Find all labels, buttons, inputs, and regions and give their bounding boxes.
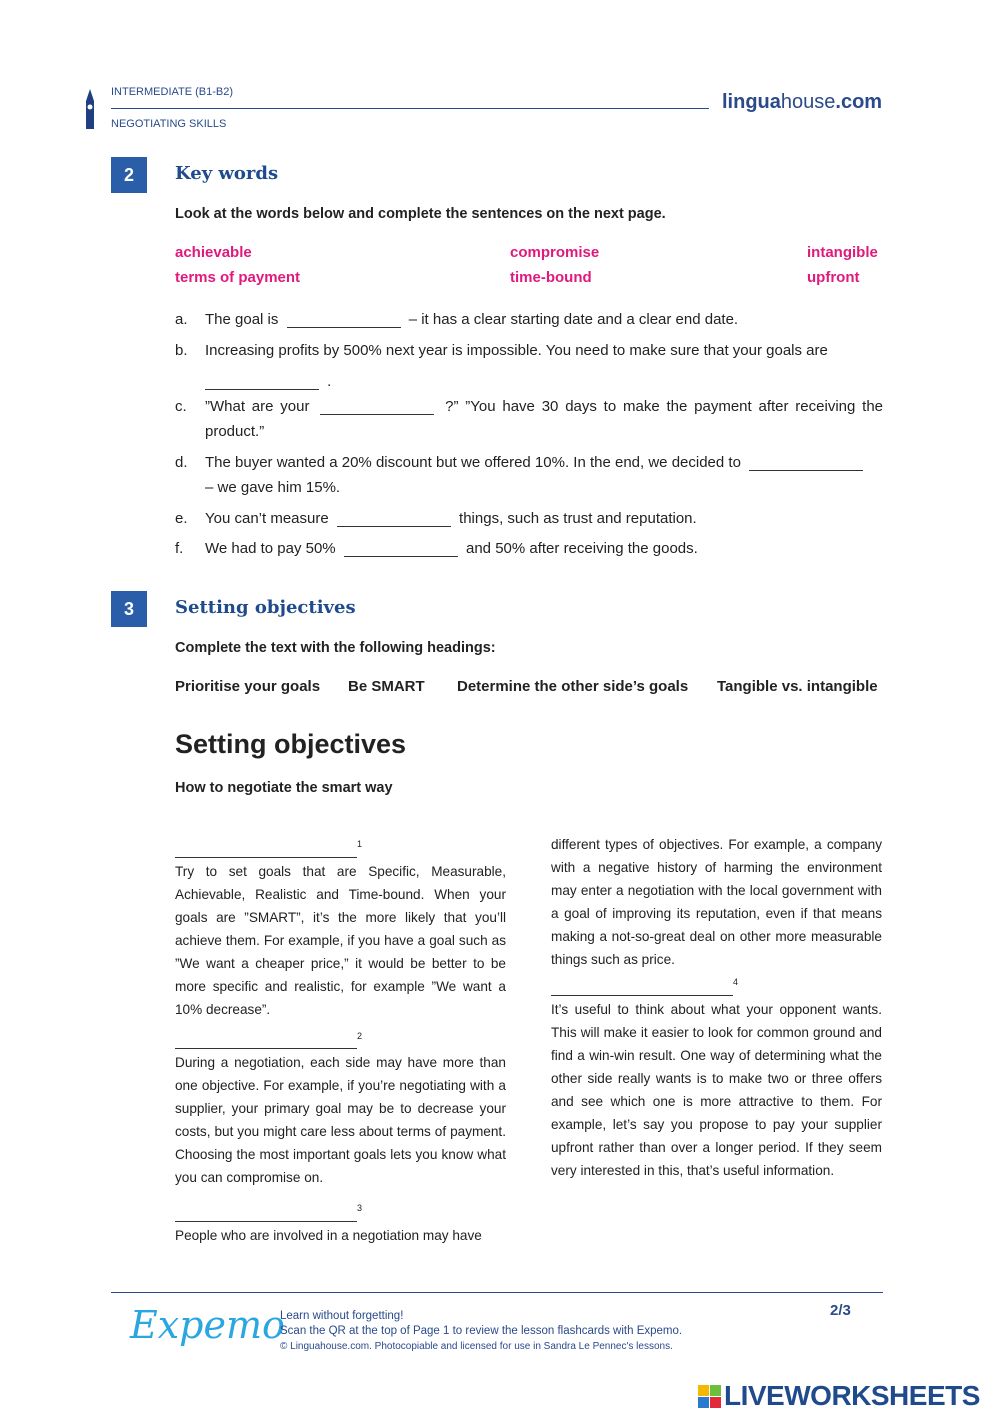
answer-input[interactable] xyxy=(205,374,319,390)
answer-input[interactable] xyxy=(320,399,434,415)
heading-option: Tangible vs. intangible xyxy=(717,678,878,695)
footer-line: Learn without forgetting! xyxy=(280,1310,404,1322)
word-bank-item: upfront xyxy=(807,269,860,286)
question-letter: f. xyxy=(175,540,184,557)
liveworksheets-watermark xyxy=(698,1380,980,1412)
footer-line: © Linguahouse.com. Photocopiable and licensed for use in Sandra Le Pennec's lessons. xyxy=(280,1341,673,1352)
question-text: . xyxy=(327,373,332,390)
topic-label: NEGOTIATING SKILLS xyxy=(111,118,227,130)
word-bank-item: achievable xyxy=(175,244,252,261)
question-letter: b. xyxy=(175,342,188,359)
question-text: and 50% after receiving the goods. xyxy=(466,540,698,557)
big-ben-icon xyxy=(83,89,97,129)
question-text: The goal is xyxy=(205,311,279,328)
question-letter: d. xyxy=(175,454,188,471)
question-letter: a. xyxy=(175,311,188,328)
watermark-text: LIVEWORKSHEETS xyxy=(724,1380,980,1411)
question-text: ?” ”You have 30 days to make the payment after receiving the product.” xyxy=(205,398,883,440)
live-logo-icon xyxy=(698,1385,721,1408)
instruction: Look at the words below and complete the sentences on the next page. xyxy=(175,206,666,222)
footnote-number: 1 xyxy=(357,839,363,849)
word-bank-item: terms of payment xyxy=(175,269,301,286)
article-right-column xyxy=(551,833,882,1182)
heading-option: Be SMART xyxy=(348,678,425,695)
heading-input-2[interactable] xyxy=(175,1031,357,1049)
word-bank-item: compromise xyxy=(510,244,600,261)
level-label: INTERMEDIATE (B1-B2) xyxy=(111,86,234,98)
article-left-column xyxy=(175,833,506,1247)
heading-input-3[interactable] xyxy=(175,1204,357,1222)
heading-input-1[interactable] xyxy=(175,840,357,858)
answer-input[interactable] xyxy=(337,511,451,527)
question-text: Increasing profits by 500% next year is impossible. You need to make sure that your goals are xyxy=(205,342,828,359)
footer-divider xyxy=(111,1292,883,1293)
footnote-number: 4 xyxy=(733,977,739,987)
footnote-number: 2 xyxy=(357,1030,363,1041)
linguahouse-logo: linguahouse.com xyxy=(722,91,883,113)
question-text: You can’t measure xyxy=(205,510,329,527)
paragraph: People who are involved in a negotiation may have xyxy=(175,1227,482,1243)
section-title: Key words xyxy=(175,163,279,184)
answer-input[interactable] xyxy=(344,541,458,557)
question-text: – we gave him 15%. xyxy=(205,479,341,496)
answer-input[interactable] xyxy=(287,312,401,328)
footnote-number: 3 xyxy=(357,1203,363,1214)
paragraph: different types of objectives. For example, a company with a negative history of harming the environment may enter a negotiation with the local government with a goal of improving its reputation, even if that means making a not-so-great deal on other more measurable things such as price. xyxy=(551,837,882,967)
question-text: The buyer wanted a 20% discount but we offered 10%. In the end, we decided to xyxy=(205,454,741,471)
heading-option: Prioritise your goals xyxy=(175,678,321,695)
article-title: Setting objectives xyxy=(175,729,407,759)
section-number: 3 xyxy=(111,591,147,627)
word-bank-item: intangible xyxy=(807,244,878,261)
paragraph: Try to set goals that are Specific, Measurable, Achievable, Realistic and Time-bound. When your goals are ”SMART”, it’s the more likely that you’ll achieve them. For example, if you have a goal such as ”We want a cheaper price,” it would be better to be more specific and realistic, for example ”We want a 10% decrease”. xyxy=(175,863,506,1017)
section-number: 2 xyxy=(111,157,147,193)
question-letter: e. xyxy=(175,510,188,527)
question-text: ”What are your xyxy=(205,398,310,415)
question-letter: c. xyxy=(175,398,187,415)
section-title: Setting objectives xyxy=(175,597,356,618)
footer-line: Scan the QR at the top of Page 1 to review the lesson flashcards with Expemo. xyxy=(280,1325,683,1337)
heading-input-4[interactable] xyxy=(551,978,733,996)
page-number: 2/3 xyxy=(830,1302,851,1319)
question-text: We had to pay 50% xyxy=(205,540,336,557)
expemo-logo: Expemo xyxy=(130,1303,285,1347)
word-bank-item: time-bound xyxy=(510,269,592,286)
footer-text xyxy=(280,1309,682,1354)
article-subtitle: How to negotiate the smart way xyxy=(175,780,393,796)
question-text: things, such as trust and reputation. xyxy=(459,510,697,527)
heading-option: Determine the other side’s goals xyxy=(457,678,689,695)
answer-input[interactable] xyxy=(749,455,863,471)
paragraph: It’s useful to think about what your opponent wants. This will make it easier to look for common ground and find a win-win result. One way of determining what the other side really wants is to make two or three offers and see which one is more attractive to them. For example, let’s say you propose to pay your supplier upfront rather than over a longer period. If they seem very interested in this, that’s useful information. xyxy=(551,1001,882,1178)
instruction: Complete the text with the following headings: xyxy=(175,640,496,656)
header-divider xyxy=(111,108,709,109)
question-text: – it has a clear starting date and a clear end date. xyxy=(408,311,739,328)
paragraph: During a negotiation, each side may have more than one objective. For example, if you’re negotiating with a supplier, your primary goal may be to decrease your costs, but you might care less about terms of payment. Choosing the most important goals lets you know what you can compromise on. xyxy=(175,1055,506,1186)
